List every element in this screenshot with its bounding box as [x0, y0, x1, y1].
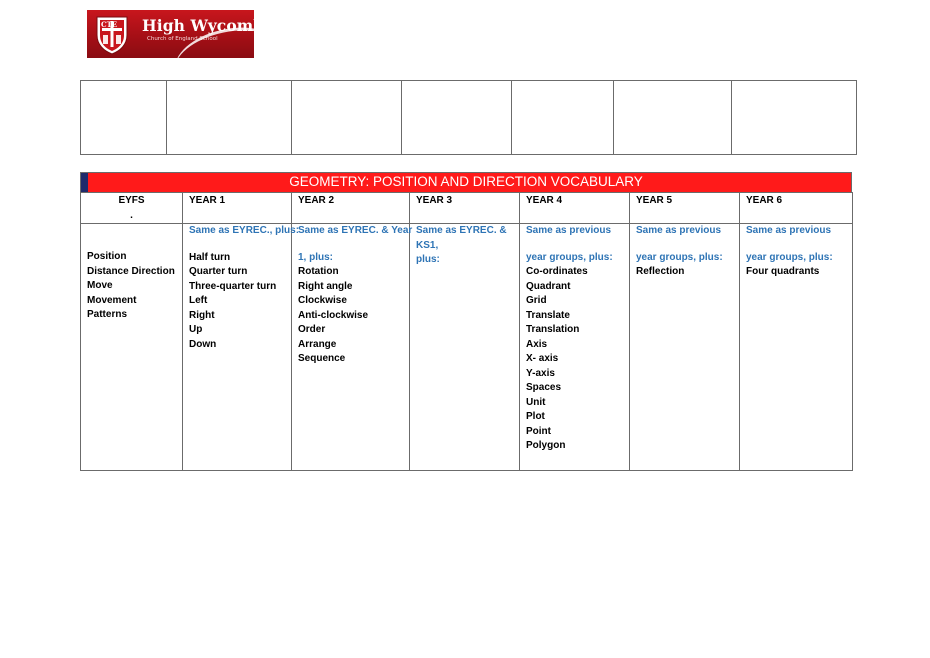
cell-lead-text: Same as previous — [526, 225, 612, 236]
vocab-word: Move — [87, 280, 113, 291]
cell-lead-text: KS1, — [416, 239, 439, 251]
column-header-year-1: YEAR 1 — [183, 193, 292, 224]
cell-spacer — [298, 239, 403, 251]
vocab-word: Arrange — [298, 338, 337, 350]
column-header-year-6: YEAR 6 — [740, 193, 853, 224]
vocab-word: Clockwise — [298, 295, 347, 306]
vocab-word: Unit — [526, 396, 546, 408]
vocab-word: Position — [87, 251, 127, 262]
vocab-word: Spaces — [526, 382, 562, 393]
table-title-bar — [80, 172, 852, 192]
vocab-word: Polygon — [526, 440, 566, 451]
cell-lead-text: Same as EYREC. & Year — [298, 225, 413, 236]
blank-cell — [167, 81, 292, 155]
school-name: High Wycombe — [142, 16, 275, 35]
vocab-cell-year-5 — [630, 224, 740, 471]
blank-cell — [614, 81, 732, 155]
column-header-year-4: YEAR 4 — [520, 193, 630, 224]
vocab-word: Up — [189, 324, 203, 335]
school-logo — [87, 10, 275, 58]
cell-spacer — [87, 224, 176, 250]
cell-spacer — [636, 239, 733, 251]
vocab-word: Axis — [526, 338, 548, 350]
cell-lead-text: Same as EYREC. & — [416, 225, 507, 236]
vocab-word: Translation — [526, 324, 580, 335]
vocabulary-grid — [80, 192, 853, 471]
vocab-word: Three-quarter turn — [189, 280, 277, 292]
vocab-word: Left — [189, 295, 208, 306]
vocab-word: Patterns — [87, 309, 128, 320]
vocab-word: Quarter turn — [189, 266, 248, 277]
cell-lead-text: Same as previous — [636, 225, 722, 236]
column-header-eyfs: EYFS . — [81, 193, 183, 224]
svg-text:CTE: CTE — [101, 20, 118, 29]
vocab-word: Right — [189, 309, 215, 321]
vocab-word: Reflection — [636, 266, 685, 277]
cell-lead-text: year groups, plus: — [526, 251, 613, 263]
column-header-year-2: YEAR 2 — [292, 193, 410, 224]
vocab-cell-eyfs — [81, 224, 183, 471]
vocab-word: Distance Direction — [87, 265, 175, 277]
vocab-word: Sequence — [298, 353, 346, 364]
vocab-word: Plot — [526, 411, 545, 422]
vocab-word: Four quadrants — [746, 266, 820, 277]
vocab-word: Point — [526, 425, 551, 437]
vocab-cell-year-4 — [520, 224, 630, 471]
blank-cell — [81, 81, 167, 155]
cell-spacer — [189, 239, 285, 251]
vocab-cell-year-1 — [183, 224, 300, 471]
cell-lead-text: year groups, plus: — [746, 251, 833, 263]
blank-header-table — [80, 80, 857, 155]
blank-cell — [292, 81, 402, 155]
vocab-word: Rotation — [298, 266, 339, 277]
cell-lead-text: year groups, plus: — [636, 251, 723, 263]
vocab-word: Order — [298, 324, 326, 335]
vocab-cell-year-2 — [292, 224, 413, 471]
vocab-cell-year-3 — [410, 224, 520, 471]
school-subtitle: Church of England School — [147, 36, 218, 42]
vocab-word: X- axis — [526, 353, 559, 364]
school-crest-icon — [94, 13, 130, 55]
vocab-word: Translate — [526, 309, 570, 321]
cell-spacer — [746, 239, 846, 251]
vocab-word: Co-ordinates — [526, 266, 588, 277]
vocab-word: Anti-clockwise — [298, 309, 369, 321]
cell-lead-text: Same as previous — [746, 225, 832, 236]
table-title: GEOMETRY: POSITION AND DIRECTION VOCABULARY — [289, 174, 643, 189]
cell-spacer — [526, 239, 623, 251]
blank-cell — [402, 81, 512, 155]
vocabulary-table — [80, 172, 852, 471]
vocab-word: Half turn — [189, 251, 231, 263]
vocab-word: Movement — [87, 294, 137, 306]
column-header-year-5: YEAR 5 — [630, 193, 740, 224]
vocab-cell-year-6 — [740, 224, 853, 471]
vocab-word: Down — [189, 338, 217, 350]
vocab-word: Quadrant — [526, 280, 571, 292]
vocab-word: Grid — [526, 295, 547, 306]
blank-cell — [732, 81, 857, 155]
vocab-word: Right angle — [298, 280, 353, 292]
blank-cell — [512, 81, 614, 155]
vocab-word: Y-axis — [526, 367, 555, 379]
column-header-year-3: YEAR 3 — [410, 193, 520, 224]
cell-lead-text: Same as EYREC., plus: — [189, 225, 300, 236]
cell-lead-text: 1, plus: — [298, 251, 334, 263]
cell-lead-text: plus: — [416, 254, 440, 265]
